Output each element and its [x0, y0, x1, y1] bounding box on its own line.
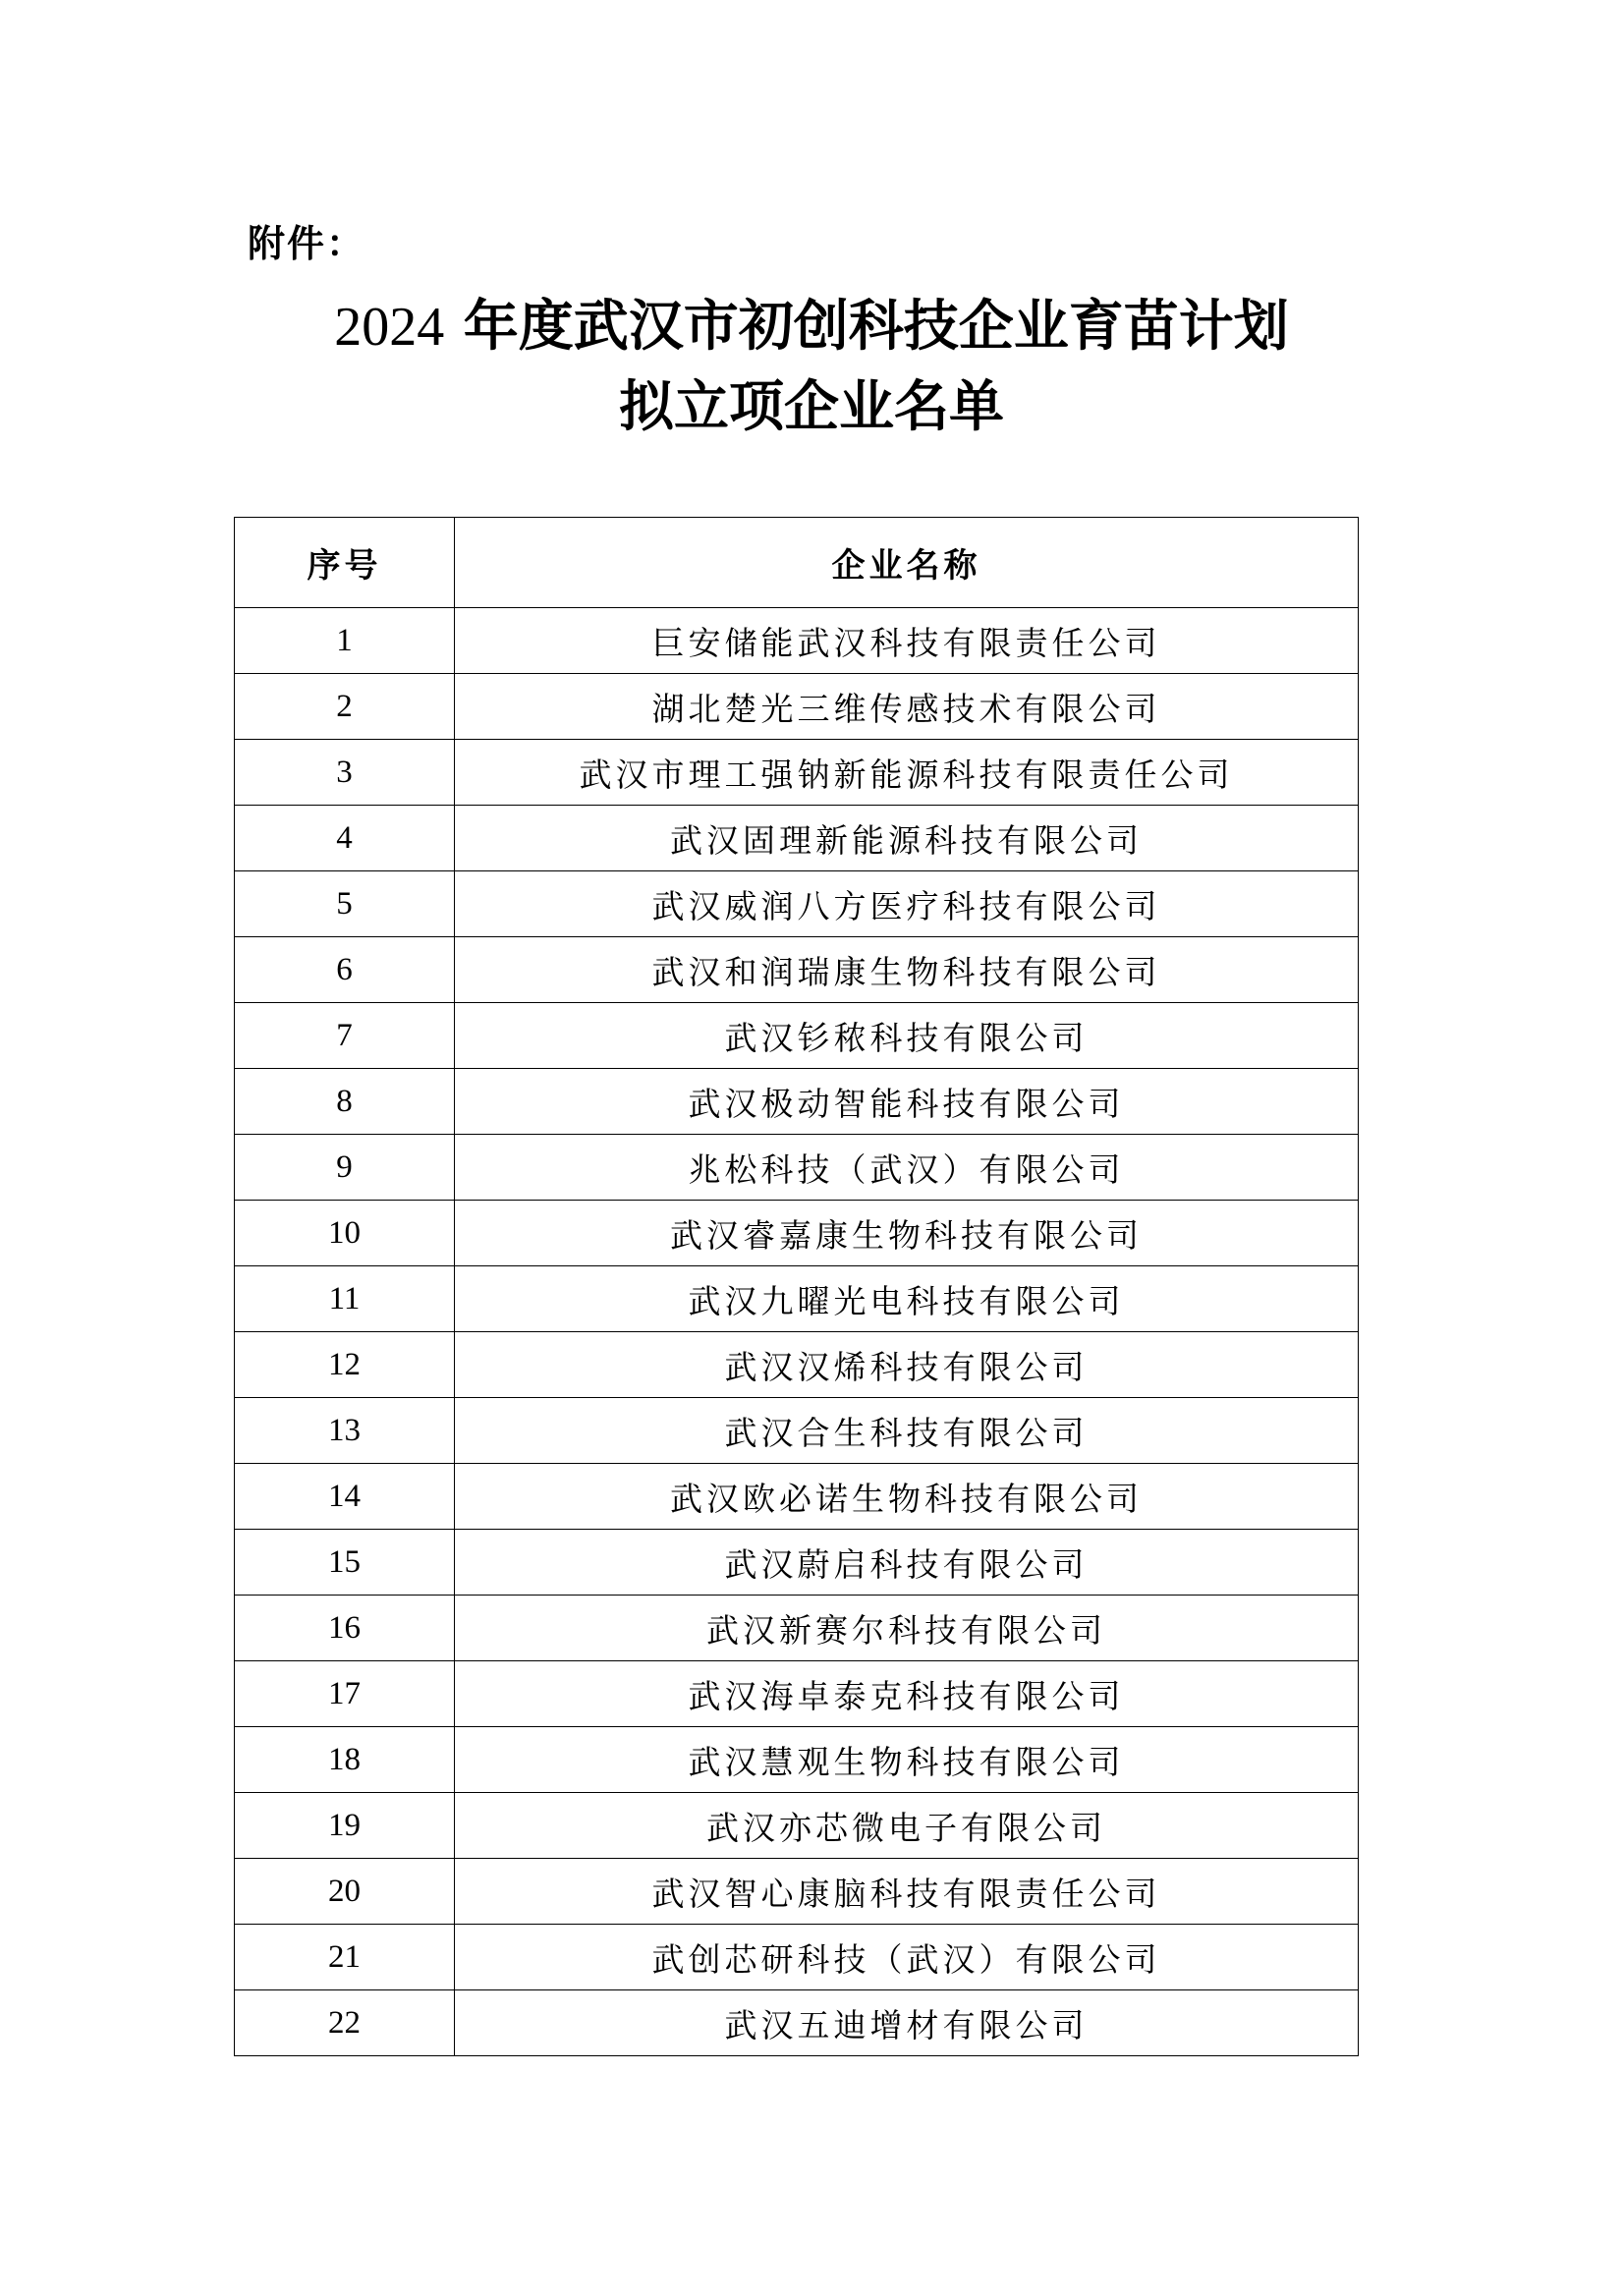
table-row [235, 1069, 1359, 1135]
row-index: 8 [235, 1069, 455, 1135]
row-index: 9 [235, 1135, 455, 1201]
title-line-1 [0, 287, 1623, 367]
table-row [235, 740, 1359, 806]
row-index: 16 [235, 1596, 455, 1661]
table-row [235, 1859, 1359, 1925]
table-row [235, 1727, 1359, 1793]
row-index: 1 [235, 608, 455, 674]
row-index: 12 [235, 1332, 455, 1398]
row-index: 14 [235, 1464, 455, 1530]
row-index: 19 [235, 1793, 455, 1859]
row-index: 22 [235, 1990, 455, 2056]
title-line-2: 拟立项企业名单 [619, 375, 1004, 439]
row-company-name: 武汉睿嘉康生物科技有限公司 [455, 1201, 1359, 1266]
row-index: 7 [235, 1003, 455, 1069]
table-row [235, 1266, 1359, 1332]
row-index: 10 [235, 1201, 455, 1266]
header-company-name: 企业名称 [455, 518, 1359, 608]
table-row [235, 937, 1359, 1003]
row-company-name: 兆松科技（武汉）有限公司 [455, 1135, 1359, 1201]
row-company-name: 武汉市理工强钠新能源科技有限责任公司 [455, 740, 1359, 806]
row-company-name: 武汉九曜光电科技有限公司 [455, 1266, 1359, 1332]
table-row [235, 1925, 1359, 1990]
row-company-name: 湖北楚光三维传感技术有限公司 [455, 674, 1359, 740]
row-company-name: 武汉钐秾科技有限公司 [455, 1003, 1359, 1069]
attachment-label: 附件： [248, 222, 366, 265]
row-company-name: 武汉固理新能源科技有限公司 [455, 806, 1359, 871]
row-company-name: 武汉亦芯微电子有限公司 [455, 1793, 1359, 1859]
row-index: 2 [235, 674, 455, 740]
row-company-name: 武汉五迪增材有限公司 [455, 1990, 1359, 2056]
row-company-name: 武汉威润八方医疗科技有限公司 [455, 871, 1359, 937]
table-row [235, 1003, 1359, 1069]
row-company-name: 武汉慧观生物科技有限公司 [455, 1727, 1359, 1793]
row-index: 21 [235, 1925, 455, 1990]
header-index: 序号 [235, 518, 455, 608]
row-index: 15 [235, 1530, 455, 1596]
table-header-row [235, 518, 1359, 608]
row-company-name: 武创芯研科技（武汉）有限公司 [455, 1925, 1359, 1990]
table-row [235, 1135, 1359, 1201]
table-row [235, 1990, 1359, 2056]
company-table [234, 517, 1359, 2056]
table-row [235, 1332, 1359, 1398]
table-row [235, 1530, 1359, 1596]
row-index: 20 [235, 1859, 455, 1925]
row-company-name: 武汉汉烯科技有限公司 [455, 1332, 1359, 1398]
table-row [235, 1661, 1359, 1727]
row-index: 17 [235, 1661, 455, 1727]
row-company-name: 武汉智心康脑科技有限责任公司 [455, 1859, 1359, 1925]
row-company-name: 武汉欧必诺生物科技有限公司 [455, 1464, 1359, 1530]
row-company-name: 武汉蔚启科技有限公司 [455, 1530, 1359, 1596]
row-company-name: 武汉极动智能科技有限公司 [455, 1069, 1359, 1135]
row-index: 18 [235, 1727, 455, 1793]
table-row [235, 806, 1359, 871]
row-index: 11 [235, 1266, 455, 1332]
title-line-1-text: 年度武汉市初创科技企业育苗计划 [444, 295, 1289, 359]
row-index: 13 [235, 1398, 455, 1464]
table-row [235, 674, 1359, 740]
row-index: 5 [235, 871, 455, 937]
table-row [235, 1201, 1359, 1266]
table-row [235, 1464, 1359, 1530]
row-index: 3 [235, 740, 455, 806]
row-index: 6 [235, 937, 455, 1003]
table-row [235, 1596, 1359, 1661]
row-company-name: 武汉合生科技有限公司 [455, 1398, 1359, 1464]
row-company-name: 武汉海卓泰克科技有限公司 [455, 1661, 1359, 1727]
row-company-name: 巨安储能武汉科技有限责任公司 [455, 608, 1359, 674]
table-row [235, 871, 1359, 937]
title-year: 2024 [334, 297, 445, 358]
table-row [235, 1793, 1359, 1859]
row-company-name: 武汉新赛尔科技有限公司 [455, 1596, 1359, 1661]
page-title [0, 287, 1623, 448]
row-index: 4 [235, 806, 455, 871]
table-row [235, 608, 1359, 674]
table-row [235, 1398, 1359, 1464]
row-company-name: 武汉和润瑞康生物科技有限公司 [455, 937, 1359, 1003]
